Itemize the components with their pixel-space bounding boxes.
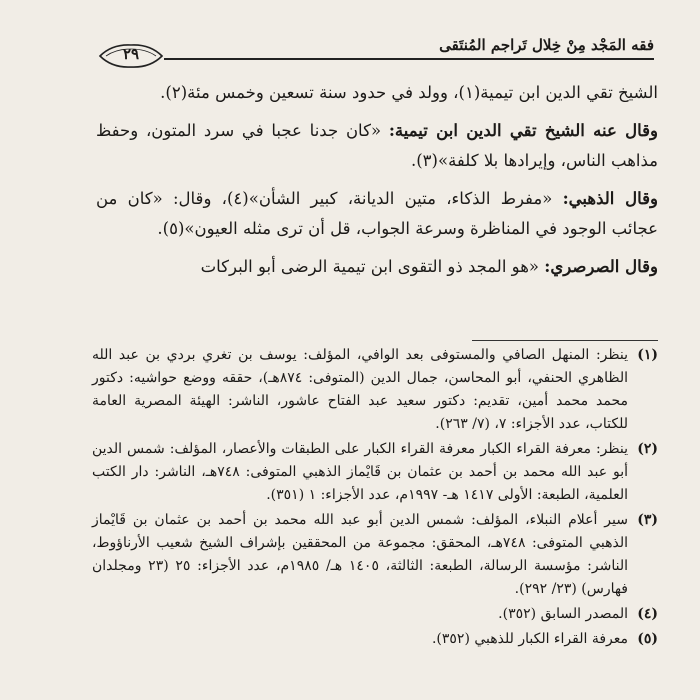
running-title: فقه المَجْد مِنْ خِلال تَراجم المُنتَقى: [439, 36, 654, 54]
paragraph-2-text: «كان جدنا عجبا في سرد المتون، وحفظ مذاهب الناس، وإيرادها بلا كلفة»(٣).: [96, 121, 658, 170]
main-text: [96, 78, 658, 290]
page-number: ٢٩: [122, 45, 140, 63]
footnote-text: معرفة القراء الكبار للذهبي (٣٥٢).: [431, 631, 628, 647]
footnote-text: سير أعلام النبلاء، المؤلف: شمس الدين أبو عبد الله محمد بن أحمد بن عثمان بن قَايْماز الذهبي المتوفى: ٧٤٨هـ، المحقق: مجموعة من المحققين بإشراف الشيخ شعيب الأرناؤوط، الناشر: مؤسسة الرسالة، الطبعة: الثالثة، ١٤٠٥ هـ/ ١٩٨٥م، عدد الأجزاء: ٢٥ (٢٣ ومجلدان فهارس) (٢٣/ ٢٩٢).: [92, 512, 628, 597]
footnote-number: (٢): [637, 441, 658, 457]
page-header: [98, 36, 654, 70]
paragraph-2-lead: وقال عنه الشيخ تقي الدين ابن تيمية:: [388, 121, 658, 140]
footnote-number: (٣): [637, 512, 658, 528]
page-number-badge: [98, 44, 164, 68]
paragraph-4-lead: وقال الصرصري:: [544, 257, 658, 276]
paragraph-4: [96, 252, 658, 282]
paragraph-3-text: «مفرط الذكاء، متين الديانة، كبير الشأن»(٤)، وقال: «كان من عجائب الوجود في المناظرة وسرعة الجواب، قل أن ترى مثله العيون»(٥).: [96, 189, 658, 238]
paragraph-2: [96, 116, 658, 176]
footnote: [92, 438, 658, 507]
footnote-number: (١): [637, 347, 658, 363]
header-rule: [110, 58, 654, 60]
footnote: [92, 344, 658, 436]
paragraph-1: الشيخ تقي الدين ابن تيمية(١)، وولد في حدود سنة تسعين وخمس مئة(٢).: [160, 83, 658, 102]
footnote-text: المصدر السابق (٣٥٢).: [498, 606, 628, 622]
footnote-number: (٤): [637, 606, 658, 622]
footnote-text: ينظر: معرفة القراء الكبار معرفة القراء الكبار على الطبقات والأعصار، المؤلف: شمس الدين أبو عبد الله محمد بن أحمد بن عثمان بن قَايْماز الذهبي المتوفى: ٧٤٨هـ، الناشر: دار الكتب العلمية، الطبعة: الأولى ١٤١٧ هـ- ١٩٩٧م، عدد الأجزاء: ١ (٣٥١).: [92, 441, 628, 503]
footnote-divider: [472, 340, 658, 341]
paragraph-4-text: «هو المجد ذو التقوى ابن تيمية الرضى أبو البركات: [200, 257, 545, 276]
footnote: [92, 509, 658, 601]
footnotes: [92, 344, 658, 653]
footnote-text: ينظر: المنهل الصافي والمستوفى بعد الوافي، المؤلف: يوسف بن تغري بردي بن عبد الله الظاهري الحنفي، أبو المحاسن، جمال الدين (المتوفى: ٨٧٤هـ)، حققه ووضع حواشيه: دكتور محمد محمد أمين، تقديم: دكتور سعيد عبد الفتاح عاشور، الناشر: الهيئة المصرية العامة للكتاب، عدد الأجزاء: ٧، (٧/ ٢٦٣).: [92, 347, 629, 432]
paragraph-3-lead: وقال الذهبي:: [562, 189, 658, 208]
footnote: [92, 603, 658, 626]
footnote: [92, 628, 658, 651]
footnote-number: (٥): [637, 631, 658, 647]
paragraph-3: [96, 184, 658, 244]
